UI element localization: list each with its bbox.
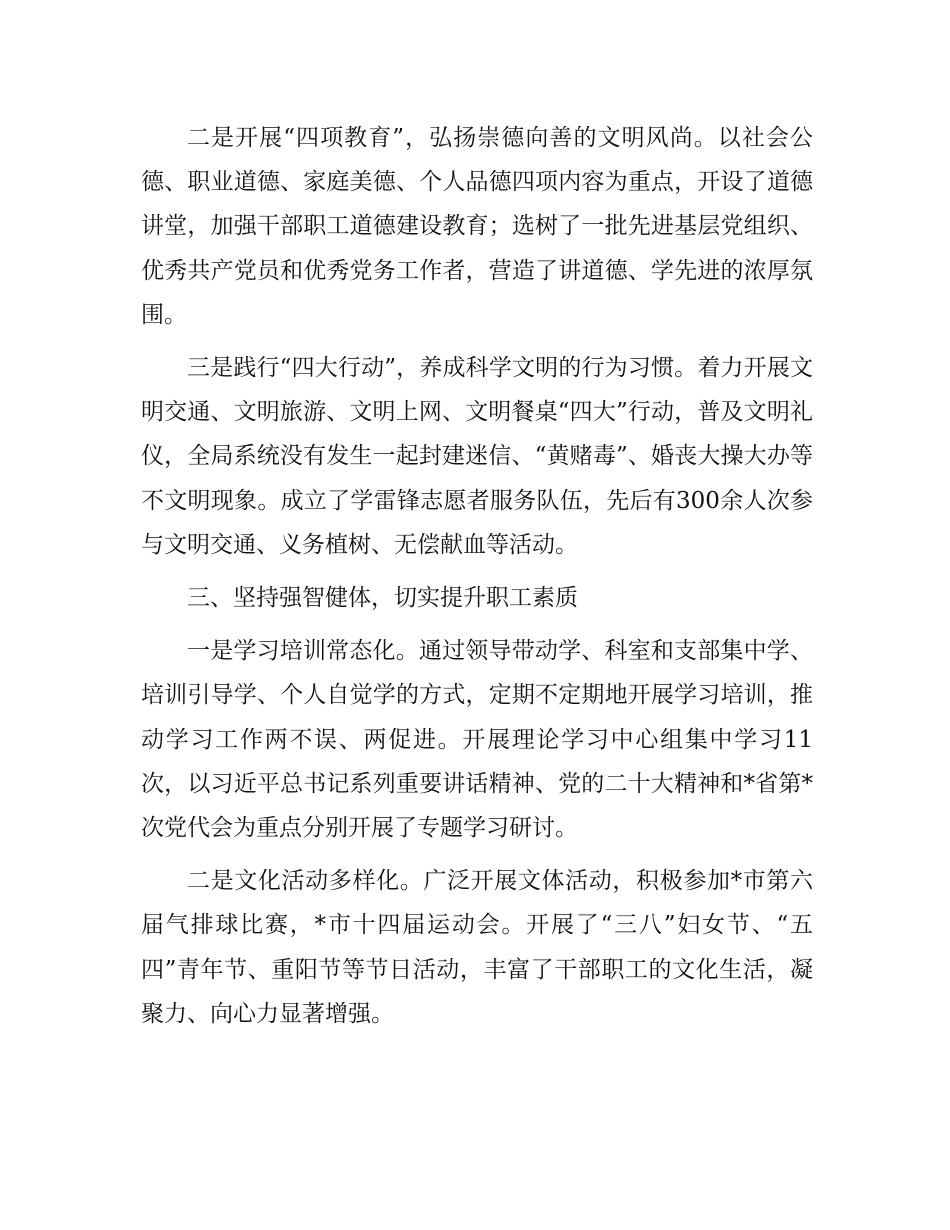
paragraph-study-training: 一是学习培训常态化。通过领导带动学、科室和支部集中学、培训引导学、个人自觉学的方式，定期不定期地开展学习培训，推动学习工作两不误、两促进。开展理论学习中心组集中学习11次，以习近平总书记系列重要讲话精神、党的二十大精神和*省第*次党代会为重点分别开展了专题学习研讨。: [141, 638, 813, 842]
paragraph-four-actions: 三是践行“四大行动”，养成科学文明的行为习惯。着力开展文明交通、文明旅游、文明上网、文明餐桌“四大”行动，普及文明礼仪，全局系统没有发生一起封建迷信、“黄赌毒”、婚丧大操大办等不文明现象。成立了学雷锋志愿者服务队伍，先后有300余人次参与文明交通、义务植树、无偿献血等活动。: [141, 355, 813, 558]
paragraph-cultural-activities: 二是文化活动多样化。广泛开展文体活动，积极参加*市第六届气排球比赛，*市十四届运动会。开展了“三八”妇女节、“五四”青年节、重阳节等节日活动，丰富了干部职工的文化生活，凝聚力、向心力显著增强。: [141, 868, 813, 1027]
document-page: [141, 116, 813, 1036]
section-heading-staff-quality: 三、坚持强智健体，切实提升职工素质: [187, 585, 578, 612]
paragraph-moral-education: 二是开展“四项教育”，弘扬崇德向善的文明风尚。以社会公德、职业道德、家庭美德、个人品德四项内容为重点，开设了道德讲堂，加强干部职工道德建设教育；选树了一批先进基层党组织、优秀共产党员和优秀党务工作者，营造了讲道德、学先进的浓厚氛围。: [141, 125, 813, 328]
